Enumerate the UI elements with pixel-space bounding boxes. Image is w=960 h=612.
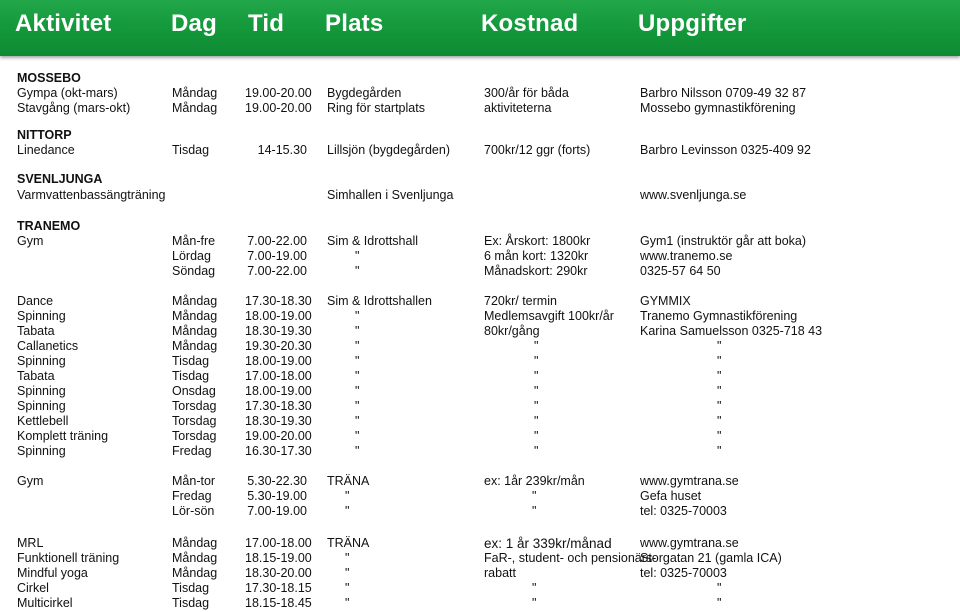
cell-day: Måndag — [172, 536, 218, 550]
cell-info: " — [717, 354, 722, 368]
cell-day: Lör-sön — [172, 504, 215, 518]
cell-time: 18.00-19.00 — [245, 354, 312, 368]
cell-cost: " — [534, 414, 539, 428]
cell-time: 7.00-22.00 — [247, 234, 307, 248]
cell-place: " — [345, 566, 350, 580]
cell-cost: " — [532, 504, 537, 518]
header-time: Tid — [248, 10, 285, 37]
cell-info: " — [717, 596, 722, 610]
cell-place: " — [355, 414, 360, 428]
cell-place: Sim & Idrottshallen — [327, 294, 432, 308]
cell-info: " — [717, 399, 722, 413]
cell-activity: Mindful yoga — [17, 566, 88, 580]
cell-cost: Månadskort: 290kr — [484, 264, 588, 278]
cell-time: 18.30-19.30 — [245, 324, 312, 338]
cell-activity: Funktionell träning — [17, 551, 120, 565]
cell-place: " — [355, 369, 360, 383]
cell-day: Fredag — [172, 489, 212, 503]
cell-cost: " — [534, 369, 539, 383]
cell-day: Mån-tor — [172, 474, 216, 488]
cell-info: " — [717, 429, 722, 443]
cell-info: " — [717, 369, 722, 383]
cell-cost: aktiviteterna — [484, 101, 552, 115]
cell-cost: Ex: Årskort: 1800kr — [484, 234, 591, 248]
cell-time: 19.00-20.00 — [245, 86, 312, 100]
cell-time: 14-15.30 — [257, 143, 307, 157]
cell-info: Storgatan 21 (gamla ICA) — [640, 551, 782, 565]
cell-place: " — [345, 551, 350, 565]
cell-info: GYMMIX — [640, 294, 691, 308]
cell-activity: Multicirkel — [17, 596, 73, 610]
cell-cost: 700kr/12 ggr (forts) — [484, 143, 591, 157]
cell-activity: Spinning — [17, 399, 66, 413]
cell-place: " — [355, 324, 360, 338]
cell-day: Onsdag — [172, 384, 216, 398]
cell-place: Sim & Idrottshall — [327, 234, 419, 248]
header-day: Dag — [171, 10, 217, 37]
cell-info: " — [717, 384, 722, 398]
table-header — [0, 0, 960, 56]
section-title: NITTORP — [17, 128, 72, 142]
cell-day: Måndag — [172, 86, 218, 100]
cell-info: Gefa huset — [640, 489, 702, 503]
cell-place: " — [355, 384, 360, 398]
cell-place: " — [355, 264, 360, 278]
cell-place: Bygdegården — [327, 86, 402, 100]
cell-time: 18.15-18.45 — [245, 596, 312, 610]
cell-time: 17.30-18.30 — [245, 399, 312, 413]
cell-time: 18.30-19.30 — [245, 414, 312, 428]
cell-info: www.tranemo.se — [640, 249, 733, 263]
cell-day: Måndag — [172, 294, 218, 308]
section-title: TRANEMO — [17, 219, 81, 233]
cell-place: " — [345, 504, 350, 518]
header-place: Plats — [325, 10, 384, 37]
header-activity: Aktivitet — [15, 10, 112, 37]
cell-cost: " — [534, 339, 539, 353]
cell-place: " — [355, 444, 360, 458]
cell-activity: Tabata — [17, 324, 55, 338]
cell-time: 18.00-19.00 — [245, 384, 312, 398]
cell-place: TRÄNA — [327, 536, 370, 550]
header-cost: Kostnad — [481, 10, 579, 37]
cell-activity: Gym — [17, 474, 44, 488]
cell-cost: " — [532, 489, 537, 503]
cell-activity: Tabata — [17, 369, 55, 383]
cell-time: 18.30-20.00 — [245, 566, 312, 580]
cell-place: Ring för startplats — [327, 101, 425, 115]
cell-info: 0325-57 64 50 — [640, 264, 721, 278]
cell-activity: Gympa (okt-mars) — [17, 86, 118, 100]
cell-place: " — [355, 249, 360, 263]
cell-time: 18.00-19.00 — [245, 309, 312, 323]
cell-cost: 80kr/gång — [484, 324, 540, 338]
cell-activity: Linedance — [17, 143, 75, 157]
cell-time: 17.00-18.00 — [245, 369, 312, 383]
cell-activity: Kettlebell — [17, 414, 69, 428]
cell-day: Tisdag — [172, 354, 210, 368]
cell-place: Lillsjön (bygdegården) — [327, 143, 450, 157]
cell-day: Måndag — [172, 324, 218, 338]
cell-info: Tranemo Gymnastikförening — [640, 309, 798, 323]
cell-day: Tisdag — [172, 143, 210, 157]
cell-cost: " — [532, 596, 537, 610]
cell-time: 5.30-22.30 — [247, 474, 307, 488]
cell-cost: " — [534, 354, 539, 368]
cell-activity: Gym — [17, 234, 44, 248]
cell-info: Barbro Nilsson 0709-49 32 87 — [640, 86, 807, 100]
cell-time: 17.00-18.00 — [245, 536, 312, 550]
section-title: MOSSEBO — [17, 71, 81, 85]
cell-info: Mossebo gymnastikförening — [640, 101, 796, 115]
cell-day: Söndag — [172, 264, 216, 278]
cell-time: 7.00-22.00 — [247, 264, 307, 278]
cell-cost: 720kr/ termin — [484, 294, 557, 308]
header-info: Uppgifter — [638, 10, 747, 37]
cell-activity: Spinning — [17, 444, 66, 458]
cell-info: tel: 0325-70003 — [640, 504, 727, 518]
cell-activity: Dance — [17, 294, 54, 308]
cell-cost: " — [534, 429, 539, 443]
cell-day: Tisdag — [172, 596, 210, 610]
cell-time: 7.00-19.00 — [247, 249, 307, 263]
cell-place: " — [355, 309, 360, 323]
cell-time: 18.15-19.00 — [245, 551, 312, 565]
cell-info: www.gymtrana.se — [640, 536, 739, 550]
cell-activity: Spinning — [17, 384, 66, 398]
cell-cost: 6 mån kort: 1320kr — [484, 249, 589, 263]
cell-day: Torsdag — [172, 399, 217, 413]
cell-place: " — [345, 581, 350, 595]
cell-time: 16.30-17.30 — [245, 444, 312, 458]
cell-info: Barbro Levinsson 0325-409 92 — [640, 143, 811, 157]
cell-activity: Cirkel — [17, 581, 49, 595]
cell-day: Måndag — [172, 339, 218, 353]
cell-cost: " — [534, 384, 539, 398]
cell-day: Torsdag — [172, 429, 217, 443]
cell-activity: Spinning — [17, 354, 66, 368]
cell-day: Tisdag — [172, 581, 210, 595]
cell-time: 19.30-20.30 — [245, 339, 312, 353]
cell-cost: " — [532, 581, 537, 595]
cell-info: tel: 0325-70003 — [640, 566, 727, 580]
cell-place: " — [355, 339, 360, 353]
cell-cost: rabatt — [484, 566, 516, 580]
cell-info: " — [717, 414, 722, 428]
cell-cost: " — [534, 444, 539, 458]
cell-place: " — [345, 489, 350, 503]
cell-activity: Komplett träning — [17, 429, 109, 443]
cell-info: www.svenljunga.se — [640, 188, 747, 202]
cell-place: " — [355, 354, 360, 368]
cell-info: Karina Samuelsson 0325-718 43 — [640, 324, 823, 338]
cell-time: 5.30-19.00 — [247, 489, 307, 503]
cell-place: TRÄNA — [327, 474, 370, 488]
cell-time: 17.30-18.15 — [245, 581, 312, 595]
cell-day: Måndag — [172, 101, 218, 115]
cell-day: Mån-fre — [172, 234, 216, 248]
cell-activity: MRL — [17, 536, 44, 550]
cell-cost: 300/år för båda — [484, 86, 569, 100]
cell-time: 7.00-19.00 — [247, 504, 307, 518]
cell-info: www.gymtrana.se — [640, 474, 739, 488]
cell-cost: ex: 1 år 339kr/månad — [484, 536, 612, 551]
cell-place: " — [355, 429, 360, 443]
cell-day: Torsdag — [172, 414, 217, 428]
cell-day: Måndag — [172, 309, 218, 323]
cell-time: 17.30-18.30 — [245, 294, 312, 308]
cell-day: Tisdag — [172, 369, 210, 383]
cell-cost: " — [534, 399, 539, 413]
cell-day: Måndag — [172, 551, 218, 565]
section-title: SVENLJUNGA — [17, 172, 103, 186]
cell-info: " — [717, 581, 722, 595]
cell-day: Måndag — [172, 566, 218, 580]
cell-activity: Stavgång (mars-okt) — [17, 101, 131, 115]
cell-time: 19.00-20.00 — [245, 429, 312, 443]
cell-day: Fredag — [172, 444, 212, 458]
cell-place: " — [355, 399, 360, 413]
cell-place: Simhallen i Svenljunga — [327, 188, 454, 202]
cell-cost: FaR-, student- och pensionärs- — [484, 551, 657, 565]
cell-info: " — [717, 444, 722, 458]
cell-cost: ex: 1år 239kr/mån — [484, 474, 585, 488]
cell-place: " — [345, 596, 350, 610]
cell-time: 19.00-20.00 — [245, 101, 312, 115]
cell-info: " — [717, 339, 722, 353]
cell-info: Gym1 (instruktör går att boka) — [640, 234, 807, 248]
cell-activity: Callanetics — [17, 339, 79, 353]
cell-activity: Spinning — [17, 309, 66, 323]
cell-activity: Varmvattenbassängträning — [17, 188, 166, 202]
cell-day: Lördag — [172, 249, 211, 263]
cell-cost: Medlemsavgift 100kr/år — [484, 309, 614, 323]
